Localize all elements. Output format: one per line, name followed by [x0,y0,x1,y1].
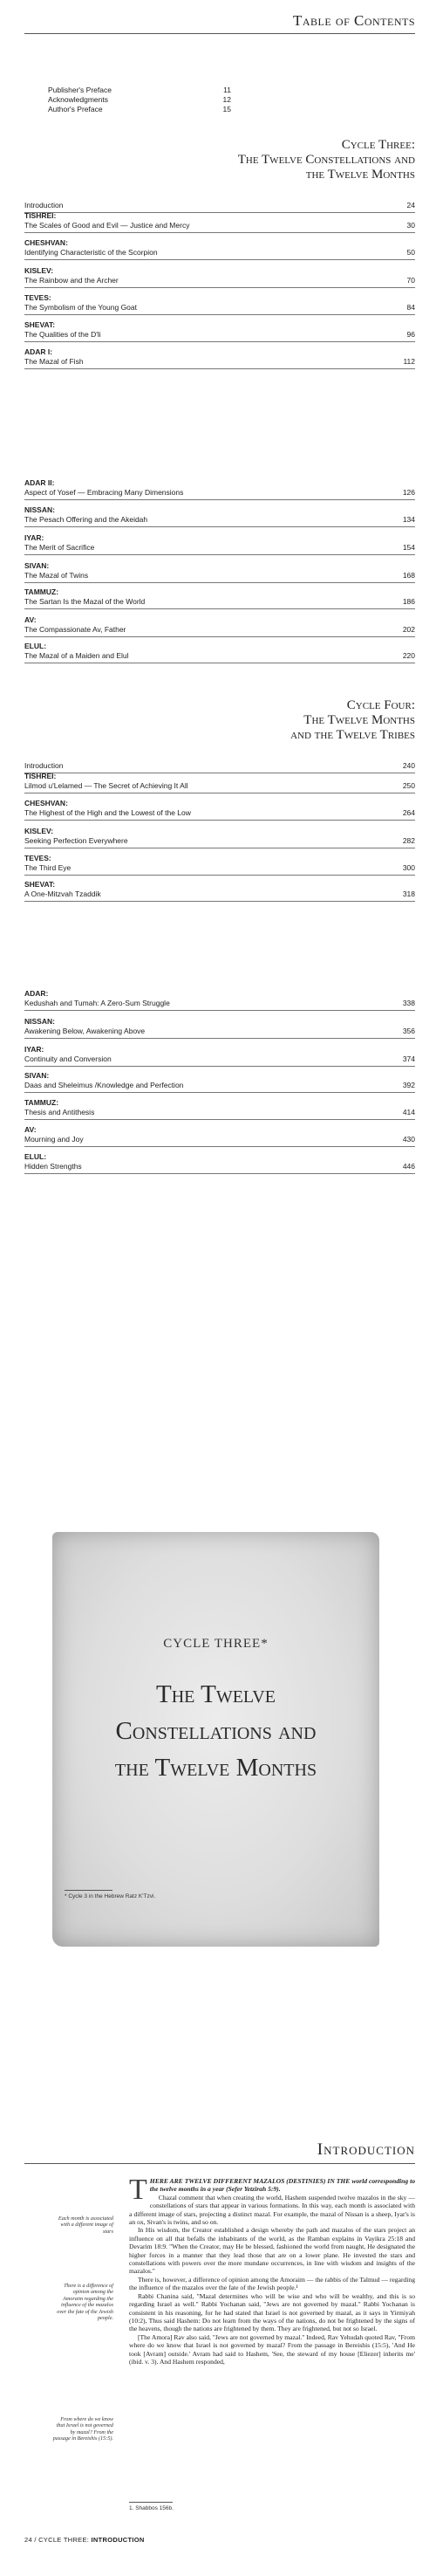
toc-entry[interactable] [24,587,415,609]
entry-underline [24,231,415,233]
toc-entry-page: 24 [406,201,415,210]
cycle-four-heading [290,698,415,743]
cycle-title-line1: The Twelve [156,1680,276,1708]
toc-entry-title: A One-Mitzvah Tzaddik [24,890,101,898]
toc-entry[interactable] [24,1045,415,1067]
toc-entry-title: Seeking Perfection Everywhere [24,836,128,845]
toc-entry[interactable] [24,266,415,288]
entry-underline [24,1065,415,1067]
entry-underline [24,662,415,663]
toc-entry-title: The Mazal of Fish [24,357,84,366]
toc-entry-month: CHESHVAN: [24,799,68,807]
toc-entry-month: NISSAN: [24,505,55,514]
entry-underline [24,874,415,876]
toc-entry-title: Daas and Sheleimus /Knowledge and Perfection [24,1081,184,1089]
toc-entry-page: 30 [406,221,415,230]
toc-entry[interactable] [24,880,415,902]
footnote-rule [65,1890,112,1891]
entry-underline [24,635,415,637]
toc-entry-page: 318 [402,890,415,898]
entry-underline [24,1172,415,1174]
cycle-four-heading-line3: and the Twelve Tribes [290,728,415,742]
toc-entry-title: The Compassionate Av, Father [24,625,126,634]
toc-entry[interactable] [24,1152,415,1174]
entry-underline [24,1037,415,1039]
toc-item-title: Publisher's Preface [48,86,112,94]
margin-note: Each month is associated with a different image of stars [58,2215,113,2235]
toc-entry[interactable] [24,854,415,876]
toc-entry[interactable] [24,211,415,233]
toc-entry-month: TEVES: [24,293,51,302]
toc-entry-page: 240 [402,761,415,770]
cycle-label: CYCLE THREE* [163,1637,269,1651]
toc-title: Table of Contents [292,12,415,29]
toc-entry-page: 134 [402,515,415,524]
cycle-title [52,1676,379,1786]
toc-entry-title: Thesis and Antithesis [24,1108,95,1116]
entry-underline [24,498,415,500]
toc-entry-month: SHEVAT: [24,320,56,329]
cycle-title-line2: Constellations and [115,1717,317,1745]
toc-item-page: 12 [222,95,231,104]
cycle-title-line3: the Twelve Months [114,1754,317,1782]
toc-item-page: 11 [223,86,231,94]
toc-entry-title: Introduction [24,201,64,210]
toc-entry-month: IYAR: [24,533,44,542]
toc-entry-page: 70 [406,276,415,285]
toc-entry[interactable] [24,320,415,342]
intro-title: Introduction [317,2140,415,2159]
entry-underline [24,581,415,583]
entry-underline [24,1009,415,1011]
toc-entry[interactable] [24,1071,415,1093]
toc-item-page: 15 [222,105,231,113]
toc-entry-title: The Rainbow and the Archer [24,276,119,285]
toc-entry-month: SIVAN: [24,1071,50,1080]
toc-entry[interactable] [24,505,415,527]
page-footer-section: INTRODUCTION [91,2536,145,2544]
margin-note: There is a difference of opinion among the Amoraim regarding the influence of the mazalos over the fate of the Jewish people. [57,2283,113,2322]
toc-entry-page: 96 [406,330,415,339]
entry-underline [24,1145,415,1147]
entry-underline [24,1118,415,1120]
entry-underline [24,608,415,609]
toc-entry[interactable] [24,561,415,583]
intro-footnote: 1. Shabbos 156b. [129,2505,174,2511]
toc-entry-page: 50 [406,248,415,257]
toc-entry[interactable] [24,989,415,1011]
toc-entry-title: Kedushah and Tumah: A Zero-Sum Struggle [24,999,170,1007]
entry-underline [24,819,415,821]
entry-underline [24,792,415,793]
toc-entry[interactable] [24,1125,415,1147]
toc-entry-page: 430 [402,1135,415,1144]
toc-entry[interactable] [24,1098,415,1120]
toc-entry-month: AV: [24,615,37,624]
toc-entry-title: Lilmod u'Lelamed — The Secret of Achieving It All [24,781,188,790]
entry-underline [24,368,415,369]
cycle-three-heading-line3: the Twelve Months [305,168,415,182]
toc-entry-title: The Mazal of a Maiden and Elul [24,651,129,660]
toc-entry[interactable] [24,615,415,637]
toc-item-title: Author's Preface [48,105,103,113]
toc-entry-month: KISLEV: [24,827,54,835]
entry-underline [24,847,415,848]
entry-underline [24,286,415,288]
intro-paragraph: Chazal comment that when creating the world, Hashem suspended twelve mazalos in the sky — constellations of stars that appear in various formations. In this way, each month is associated with a different image of stars, projecting a distinct mazal. For example, the mazal of Nissan is a sheep, Iyar's is an ox, Sivan's is twins, and so on. [129,2193,415,2227]
front-matter-item[interactable] [48,86,231,94]
toc-entry-title: The Merit of Sacrifice [24,543,95,552]
intro-paragraph: There is, however, a difference of opinion among the Amoraim — the rabbis of the Talmud — regarding the influence of the mazalos over the fate of the Jewish people.¹ [129,2275,415,2292]
toc-entry-page: 392 [402,1081,415,1089]
toc-entry-title: Aspect of Yosef — Embracing Many Dimensions [24,488,184,497]
toc-entry-page: 374 [402,1054,415,1063]
intro-paragraph: In His wisdom, the Creator established a design whereby the path and mazalos of the stars project an influence on all that befalls the inhabitants of the world, as the Ramban explains in Vayikra 25:18 and Devarim 18:9. "When the Creator, may He be blessed, fashioned the world from naught, He designated the higher forces in a manner that they lead those that are on a lower plane. He invested the stars and constellations with powers over the more mundane occurrences, in line with wisdom and insights of the mazalos." [129,2226,415,2276]
cycle-three-heading [238,138,415,182]
toc-entry[interactable] [24,799,415,821]
toc-entry-page: 84 [406,303,415,312]
cycle-four-heading-line2: The Twelve Months [303,713,415,727]
toc-entry-page: 356 [402,1027,415,1035]
toc-entry-month: ADAR II: [24,478,55,487]
toc-entry-month: SIVAN: [24,561,50,570]
entry-underline [24,340,415,342]
footnote-rule [129,2502,173,2503]
toc-entry-title: The Pesach Offering and the Akeidah [24,515,148,524]
entry-underline [24,526,415,527]
intro-lead-paragraph [129,2174,415,2206]
page-footer-prefix: 24 / CYCLE THREE: [24,2536,90,2544]
toc-entry-month: ELUL: [24,1152,47,1161]
front-matter-item[interactable] [48,95,231,104]
toc-entry-title: Continuity and Conversion [24,1054,112,1063]
toc-entry-page: 282 [402,836,415,845]
intro-body [129,2174,415,2366]
toc-entry-page: 250 [402,781,415,790]
toc-entry-title: The Third Eye [24,863,72,872]
entry-underline [24,313,415,315]
toc-entry-title: The Mazal of Twins [24,571,89,580]
toc-entry-page: 112 [403,357,415,366]
entry-underline [24,1091,415,1093]
cycle-divider-page [52,1532,379,1947]
toc-entry-month: CHESHVAN: [24,238,68,247]
entry-underline [24,900,415,902]
toc-entry-month: SHEVAT: [24,880,56,889]
toc-entry-month: AV: [24,1125,37,1134]
toc-entry-title: Mourning and Joy [24,1135,84,1144]
intro-paragraph: [The Amora] Rav also said, "Jews are not governed by mazal." Indeed, Rav Yehudah quoted Rav, "From where do we know that Israel is not governed by mazal? From the passage in Bereishis (15:5), 'And He took [Avram] outside.' Avram had said to Hashem, 'See, the steward of my house [Eliezer] inherits me' (ibid. v. 3). And Hashem responded, [129,2332,415,2366]
toc-item-title: Acknowledgments [48,95,108,104]
divider-rule [24,33,415,34]
toc-entry-month: IYAR: [24,1045,44,1054]
toc-entry[interactable] [24,827,415,848]
cycle-four-heading-line1: Cycle Four: [346,698,415,712]
toc-entry-page: 126 [402,488,415,497]
toc-entry[interactable] [24,772,415,793]
toc-entry-page: 186 [402,597,415,606]
toc-entry-title: The Sartan Is the Mazal of the World [24,597,146,606]
toc-entry-page: 414 [402,1108,415,1116]
toc-entry-month: NISSAN: [24,1017,55,1026]
toc-entry[interactable] [24,478,415,500]
toc-entry-page: 446 [402,1162,415,1171]
toc-entry-page: 168 [402,571,415,580]
toc-entry-month: KISLEV: [24,266,54,275]
toc-entry-title: The Highest of the High and the Lowest of the Low [24,808,191,817]
entry-underline [24,553,415,555]
toc-entry[interactable] [24,293,415,315]
toc-entry-title: Awakening Below, Awakening Above [24,1027,146,1035]
intro-paragraph: Rabbi Chanina said, "Mazal determines who will be wise and who will be wealthy, and this is so regarding Israel as well." Rabbi Yochanan said, "Jews are not governed by mazal." Rabbi Yochanan is consistent in his reasoning, for he had stated that Israel is not governed by mazal, as it says in Yirmiyah (10:2), Thus said Hashem: Do not learn from the ways of the nations, do not be frightened by the signs of the heavens, though the nations are frightened by them. They are frightened, but not so Israel. [129,2291,415,2333]
toc-entry[interactable] [24,642,415,663]
toc-entry-page: 220 [402,651,415,660]
toc-entry-month: ADAR I: [24,347,53,356]
front-matter-item[interactable] [48,105,231,113]
toc-entry-month: TAMMUZ: [24,587,59,596]
toc-entry-page: 264 [402,808,415,817]
intro-lead-text: HERE ARE TWELVE DIFFERENT MAZALOS (DESTINIES) IN THE world corresponding to the twelve months in a year (Sefer Yetzirah 5:9). [149,2177,415,2194]
margin-note: From where do we know that Israel is not governed by mazal? From the passage in Bereishis (15:5). [52,2416,113,2442]
toc-entry[interactable] [24,1017,415,1039]
page-footer [24,2536,145,2544]
toc-entry-month: TISHREI: [24,211,57,220]
toc-entry-page: 338 [402,999,415,1007]
divider-rule [24,2163,415,2164]
toc-entry-title: The Scales of Good and Evil — Justice and Mercy [24,221,190,230]
drop-cap: T [129,2174,147,2206]
cycle-three-heading-line2: The Twelve Constellations and [237,153,415,167]
toc-entry-month: ADAR: [24,989,49,998]
entry-underline [24,258,415,260]
toc-entry-month: TISHREI: [24,772,57,780]
toc-entry-month: TEVES: [24,854,51,862]
toc-entry-title: Identifying Characteristic of the Scorpion [24,248,158,257]
toc-entry-page: 300 [402,863,415,872]
toc-entry-title: Hidden Strengths [24,1162,82,1171]
toc-entry-title: The Symbolism of the Young Goat [24,303,137,312]
toc-entry-month: ELUL: [24,642,47,650]
toc-entry[interactable] [24,533,415,555]
toc-entry-month: TAMMUZ: [24,1098,59,1107]
toc-entry[interactable] [24,238,415,260]
toc-entry-page: 202 [402,625,415,634]
toc-entry-page: 154 [402,543,415,552]
toc-entry[interactable] [24,347,415,369]
cycle-three-heading-line1: Cycle Three: [341,138,415,152]
divider-footnote: * Cycle 3 in the Hebrew Ratz K'Tzvi. [65,1893,156,1899]
toc-entry-title: Introduction [24,761,64,770]
toc-entry-title: The Qualities of the D'li [24,330,101,339]
